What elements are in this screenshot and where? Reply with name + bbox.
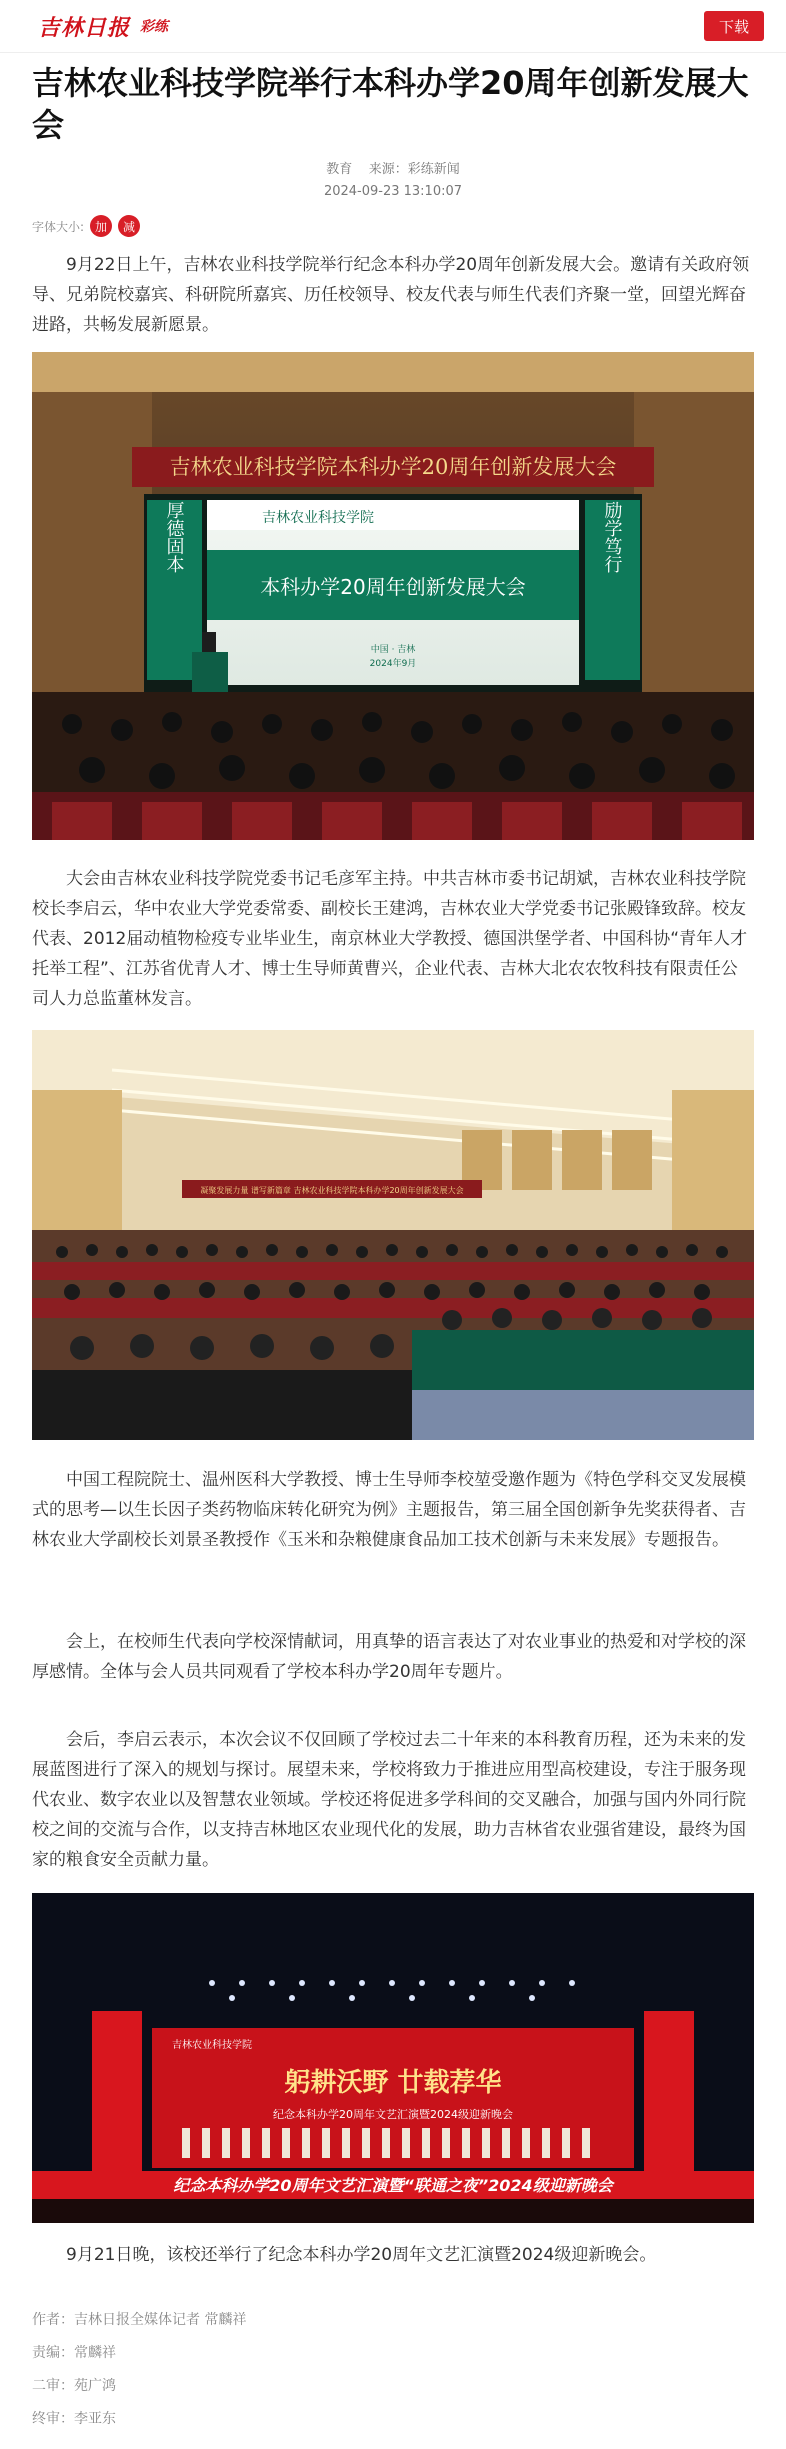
screen-date-text: 2024年9月 [369,659,417,669]
stage-banner-text: 吉林农业科技学院本科办学20周年创新发展大会 [169,455,617,479]
download-button[interactable]: 下载 [704,11,764,41]
font-size-label: 字体大小: [32,219,85,234]
gala-logo-text: 吉林农业科技学院 [172,2040,252,2051]
gala-photo [32,1893,754,2223]
article-meta [0,158,786,177]
article-source: 来源：彩练新闻 [368,162,460,177]
logo-sub-text: 彩练 [140,19,169,35]
gala-floor-text: 纪念本科办学20周年文艺汇演暨“联通之夜”2024级迎新晚会 [173,2176,613,2195]
screen-place-text: 中国 · 吉林 [370,645,416,655]
footer-author: 作者：吉林日报全媒体记者 常麟祥 [32,2312,247,2328]
article-paragraph: 大会由吉林农业科技学院党委书记毛彦军主持。中共吉林市委书记胡斌，吉林农业科技学院校长李启云，华中农业大学党委常委、副校长王建鸿，吉林农业大学党委书记张殿锋致辞。校友代表、2012届动植物检疫专业毕业生，南京林业大学教授、德国洪堡学者、中国科协“青年人才托举工程”、江苏省优青人才、博士生导师黄曹兴，企业代表、吉林大北农农牧科技有限责任公司人力总监董林发言。 [32,869,748,1009]
font-size-control [32,214,140,238]
article-title: 吉林农业科技学院举行本科办学20周年创新发展大会 [32,64,749,144]
footer-final-review: 终审：李亚东 [32,2411,116,2427]
font-increase-button[interactable]: 加 [90,215,112,237]
logo-text: 吉林日报 [38,14,131,41]
top-bar [0,0,786,53]
gala-slogan-text: 躬耕沃野 廿载荐华 [284,2068,502,2098]
gala-subtitle-text: 纪念本科办学20周年文艺汇演暨2024级迎新晚会 [273,2108,513,2121]
brand-logo[interactable] [38,12,168,40]
article-datetime: 2024-09-23 13:10:07 [323,184,463,199]
article-paragraph: 9月22日上午，吉林农业科技学院举行纪念本科办学20周年创新发展大会。邀请有关政府领导、兄弟院校嘉宾、科研院所嘉宾、历任校领导、校友代表与师生代表们齐聚一堂，回望光辉奋进路，共畅发展新愿景。 [32,255,750,335]
hall-banner-text: 凝聚发展力量 谱写新篇章 吉林农业科技学院本科办学20周年创新发展大会 [200,1186,464,1195]
left-couplet-text: 厚德固本 [163,501,185,573]
footer-second-review: 二审：苑广鸿 [32,2378,116,2394]
article-paragraph: 会后，李启云表示，本次会议不仅回顾了学校过去二十年来的本科教育历程，还为未来的发展蓝图进行了深入的规划与探讨。展望未来，学校将致力于推进应用型高校建设，专注于服务现代农业、数字农业以及智慧农业领域。学校还将促进多学科间的交叉融合，加强与国内外同行院校之间的交流与合作，以支持吉林地区农业现代化的发展，助力吉林省农业强省建设，最终为国家的粮食安全贡献力量。 [32,1730,746,1870]
footer-editor: 责编：常麟祥 [32,2345,116,2361]
article-paragraph: 9月21日晚，该校还举行了纪念本科办学20周年文艺汇演暨2024级迎新晚会。 [66,2245,657,2265]
right-couplet-text: 励学笃行 [601,501,623,573]
article-paragraph: 会上，在校师生代表向学校深情献词，用真挚的语言表达了对农业事业的热爱和对学校的深厚感情。全体与会人员共同观看了学校本科办学20周年专题片。 [32,1632,746,1682]
audience-photo [32,1030,754,1440]
article-category: 教育 [326,162,353,177]
conference-photo [32,352,754,840]
screen-title-text: 本科办学20周年创新发展大会 [260,575,526,599]
font-decrease-button[interactable]: 减 [118,215,140,237]
screen-logo-text: 吉林农业科技学院 [262,510,374,526]
article-paragraph: 中国工程院院士、温州医科大学教授、博士生导师李校堃受邀作题为《特色学科交叉发展模式的思考—以生长因子类药物临床转化研究为例》主题报告，第三届全国创新争先奖获得者、吉林农业大学副校长刘景圣教授作《玉米和杂粮健康食品加工技术创新与未来发展》专题报告。 [32,1470,746,1550]
